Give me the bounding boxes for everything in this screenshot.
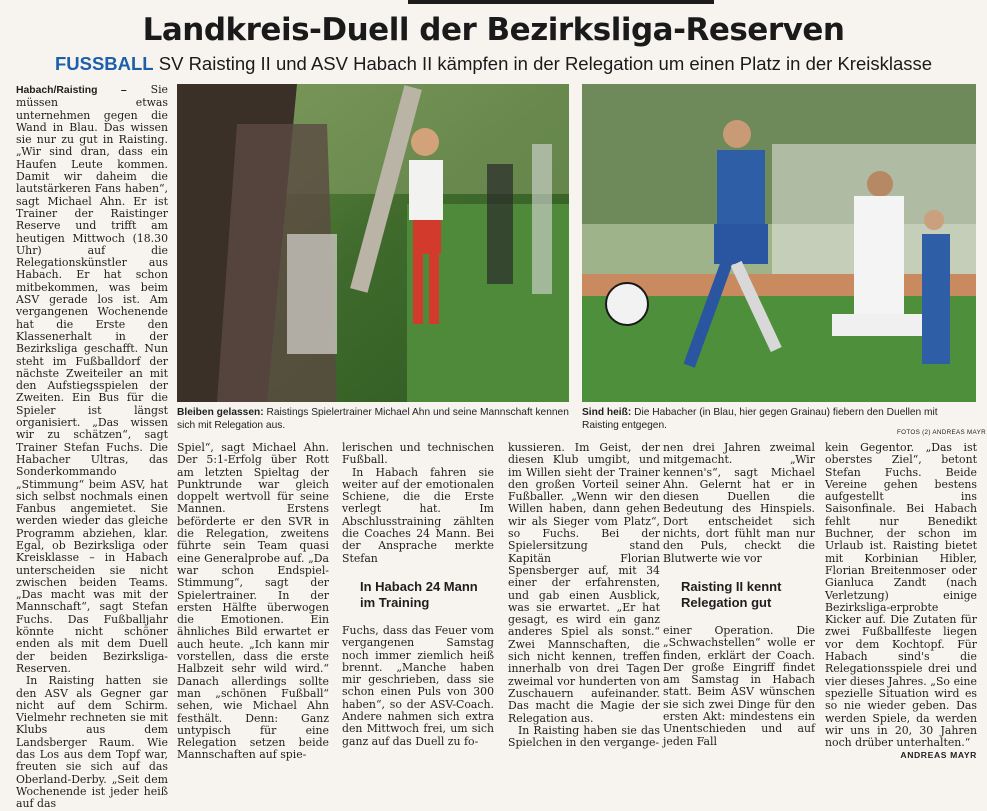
subheadline-text: SV Raisting II und ASV Habach II kämpfen in der Relegation um einen Platz in der Kreisklasse (158, 53, 933, 74)
byline: ANDREAS MAYR (900, 750, 977, 761)
caption-text: Raistings Spielertrainer Michael Ahn und seine Mannschaft kennen sich mit Relegation aus. (177, 407, 569, 431)
subheading: In Habach 24 Mann im Training (360, 578, 478, 610)
photo-habach-image (582, 84, 976, 402)
article-column-5 (663, 442, 815, 748)
article-column-2 (177, 442, 329, 762)
article-column-4 (508, 442, 660, 749)
photo1-caption (177, 407, 569, 432)
body-paragraph: lerischen und technischen Fußball. (342, 441, 494, 467)
top-rule (408, 0, 714, 4)
photo-raisting-team (177, 84, 569, 402)
subheadline (0, 53, 987, 75)
body-paragraph: einer Operation. Die „Schwachstellen“ wolle er finden, erklärt der Coach. Der große Eingriff findet am Samstag in Habach statt. Beim ASV wünschen sie sich zwei Dinge für den ersten Akt: mindestens ein Unentschieden und auf jeden Fall (663, 623, 815, 748)
caption-label: Bleiben gelassen: (177, 407, 264, 418)
body-paragraph: In Raisting haben sie das Spielchen in den vergange- (508, 723, 660, 750)
body-paragraph: In Habach fahren sie weiter auf der emotionalen Schiene, die die Erste verlegt hat. Im Abschlusstraining zählten die Coaches 24 Mann. Bei der Ansprache merkte Stefan (342, 465, 494, 565)
body-paragraph: Spiel“, sagt Michael Ahn. Der 5:1-Erfolg über Rott am letzten Spieltag der Punktrunde war gleich doppelt wertvoll für seine Mannen. Erstens beförderte er den SVR in die Relegation, zweitens führte sein Team quasi eine Generalprobe auf. „Da war schon Endspiel-Stimmung“, sagt der Spielertrainer. In der ersten Hälfte überwogen die Emotionen. Ein ähnliches Bild erwartet er auch heute. „Ich kann mir vorstellen, dass die erste Halbzeit sehr wild wird.“ Danach allerdings sollte man „schönen Fußball“ sehen, wie Michael Ahn festhält. Denn: Ganz untypisch für eine Relegation setzen beide Mannschaften auf spie- (177, 441, 329, 762)
body-paragraph: nen drei Jahren zweimal mitgemacht. „Wir kennen's“, sagt Michael Ahn. Gelernt hat er in diesen Duellen die Bedeutung des Hinspiels. Dort entscheidet sich nichts, dort fühlt man nur den Puls, checkt die Blutwerte wie vor (663, 441, 815, 565)
caption-label: Sind heiß: (582, 407, 632, 418)
body-paragraph: Fuchs, dass das Feuer vom vergangenen Samstag noch immer ziemlich heiß brennt. „Manche haben mir geschrieben, dass sie schon einen Puls von 300 haben“, so der ASV-Coach. Andere nahmen sich extra den Mittwoch frei, um sich ganz auf das Duell zu fo- (342, 623, 494, 748)
photo-habach-duel (582, 84, 976, 402)
headline: Landkreis-Duell der Bezirksliga-Reserven (142, 12, 845, 48)
body-paragraph: Sie müssen etwas unternehmen gegen die Wand in Blau. Das wissen sie nur zu gut in Raisting. „Wir sind dran, dass ein Haufen Leute kommen. Damit wir daheim die lautstärkeren Fans haben“, sagt Michael Ahn. Er ist Trainer der Raistinger Reserve und trifft am heutigen Mittwoch (18.30 Uhr) auf die Relegationskünstler aus Habach. Er hat schon mitbekommen, was beim ASV gerade los ist. Am vergangenen Wochenende hat die Erste den Klassenerhalt in der Bezirksliga geschafft. Nun steht im Fußballdorf der nächste Zweiteiler an mit den Aufstiegsspielen der Zweiten. Ein Bus für die Spieler ist längst organisiert. „Das wissen wir zu schätzen“, sagt Trainer Stefan Fuchs. Die Habacher Ultras, das Sonderkommando „Stimmung“ beim ASV, hat sich selbst nochmals einen Fanbus angemietet. Sie werden wieder das gleiche Programm abziehen, klar. Egal, ob Bezirksliga oder Kreisklasse – in Habach unterscheiden sie nicht zwischen beiden Teams. „Das macht was mit der Mannschaft“, sagt Stefan Fuchs. Das Fußballjahr könnte nicht schöner enden als mit dem Duell der beiden Bezirksliga-Reserven. (16, 83, 168, 675)
lead-location: Habach/Raisting – (16, 85, 127, 96)
body-paragraph: In Raisting hatten sie den ASV als Gegner gar nicht auf dem Schirm. Vielmehr rechneten sie mit Klubs aus dem Landsberger Raum. Wie das Los aus dem Topf war, freuten sie sich auf das Oberland-Derby. „Seit dem Wochenende ist jeder heiß auf das (16, 674, 168, 811)
body-paragraph: kussieren. Im Geist, der diesen Klub umgibt, und im Willen sieht der Trainer den großen Vorteil seiner Fußballer. „Wenn wir den Willen haben, dann gehen wir als Sieger vom Platz“, so Fuchs. Bei der Spielersitzung stand Kapitän Florian Spensberger auf, mit 34 einer der erfahrensten, und gab einen Ausblick, was sie erwartet. „Er hat gesagt, es wird ein ganz anderes Spiel als sonst.“ Zwei Mannschaften, die sich nicht kennen, treffen innerhalb von drei Tagen zweimal vor hunderten von Zuschauern aufeinander. Das macht die Magie der Relegation aus. (508, 441, 660, 725)
photo-credit: FOTOS (2) ANDREAS MAYR (897, 429, 986, 436)
article-column-3 (342, 442, 494, 748)
article-column-1 (16, 84, 168, 811)
article-column-6 (825, 442, 977, 762)
photo-raisting-image (177, 84, 569, 402)
caption-text: Die Habacher (in Blau, hier gegen Grainau) fiebern den Duellen mit Raisting entgegen. (582, 407, 938, 431)
subheading: Raisting II kennt Relegation gut (681, 578, 782, 610)
section-kicker: FUSSBALL (54, 53, 154, 74)
body-paragraph: kein Gegentor. „Das ist oberstes Ziel“, betont Stefan Fuchs. Beide Vereine gehen bestens aufgestellt ins Saisonfinale. Bei Habach fehlt nur Benedikt Buchner, der schon im Urlaub ist. Raisting bietet mit Korbinian Hibler, Florian Breitenmoser oder Gianluca Zandt (nach Verletzung) einige Bezirksliga-erprobte Kicker auf. Die Zutaten für zwei Fußballfeste liegen vor dem Kochtopf. Für Habach sind's die Relegationsspiele drei und vier dieses Jahres. „So eine spezielle Situation wird es so nie wieder geben. Das werden Spiele, da werden wir uns in 20, 30 Jahren noch drüber unterhalten.“ (825, 441, 977, 750)
